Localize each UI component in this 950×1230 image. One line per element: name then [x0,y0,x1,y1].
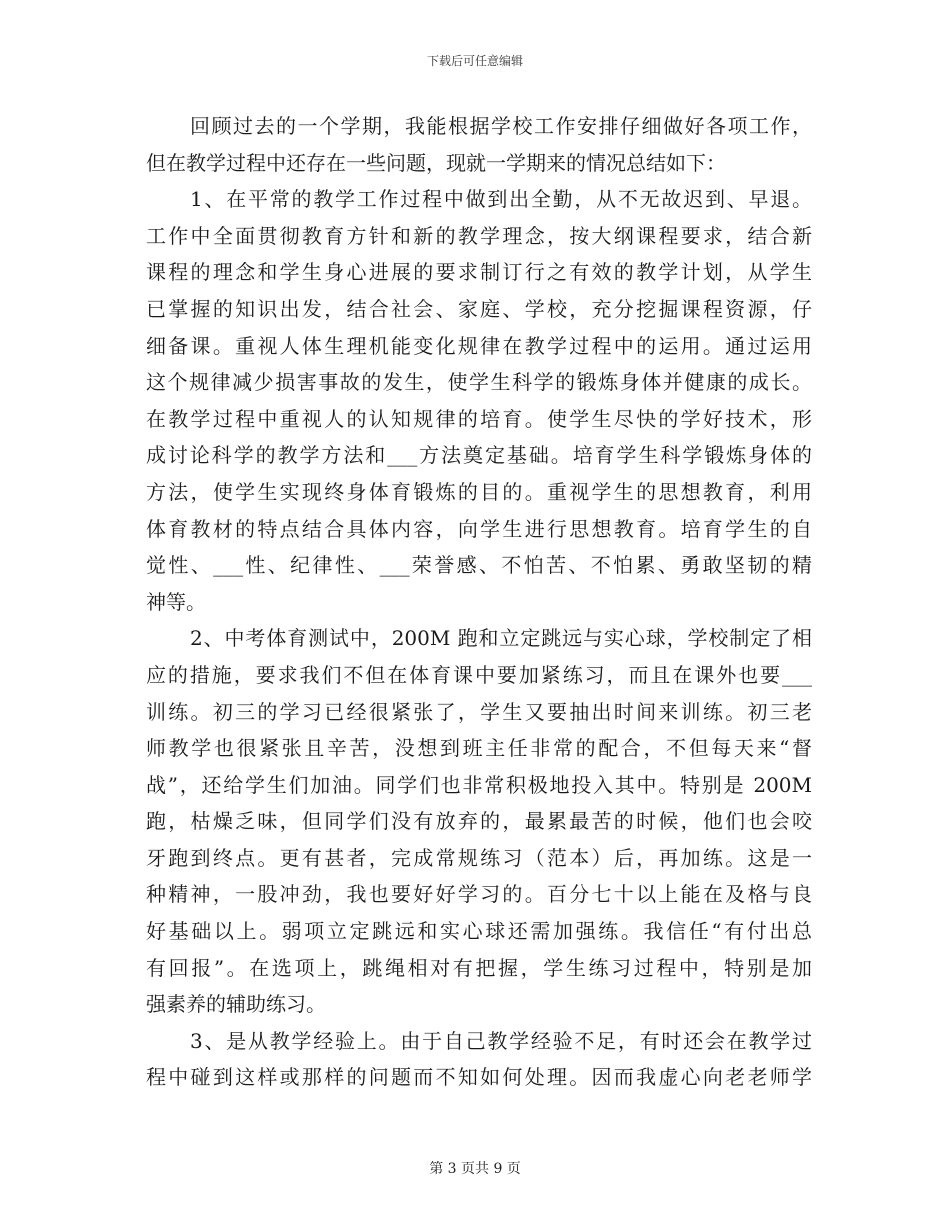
text-line: 方法，使学生实现终身体育锻炼的目的。重视学生的思想教育，利用 [146,479,812,504]
page-header: 下载后可任意编辑 [426,54,523,68]
text-line: 应的措施，要求我们不但在体育课中要加紧练习，而且在课外也要___ [146,662,812,687]
text-line: 1、在平常的教学工作过程中做到出全勤，从不无故迟到、早退。 [190,187,812,212]
text-line: 3、是从教学经验上。由于自己教学经验不足，有时还会在教学过 [190,1028,812,1053]
text-line: 成讨论科学的教学方法和___方法奠定基础。培育学生科学锻炼身体的 [146,443,812,468]
text-line: 好基础以上。弱项立定跳远和实心球还需加强练。我信任“有付出总 [146,919,812,944]
text-line: 觉性、___性、纪律性、___荣誉感、不怕苦、不怕累、勇敢坚韧的精 [146,553,812,578]
document-body [146,108,812,1096]
page-footer: 第 3 页共 9 页 [429,1161,521,1177]
text-line: 但在教学过程中还存在一些问题，现就一学期来的情况总结如下： [146,150,726,175]
text-line: 有回报”。在选项上，跳绳相对有把握，学生练习过程中，特别是加 [146,955,812,980]
text-line: 神等。 [146,589,206,614]
text-line: 训练。初三的学习已经很紧张了，学生又要抽出时间来训练。初三老 [146,699,812,724]
text-line: 这个规律减少损害事故的发生，使学生科学的锻炼身体并健康的成长。 [146,370,812,395]
text-line: 在教学过程中重视人的认知规律的培育。使学生尽快的学好技术，形 [146,406,812,431]
text-line: 战”，还给学生们加油。同学们也非常积极地投入其中。特别是 200M [146,772,812,797]
text-line: 回顾过去的一个学期，我能根据学校工作安排仔细做好各项工作， [190,114,812,138]
text-line: 程中碰到这样或那样的问题而不知如何处理。因而我虚心向老老师学 [146,1065,812,1090]
text-line: 体育教材的特点结合具体内容，向学生进行思想教育。培育学生的自 [146,516,812,541]
text-line: 课程的理念和学生身心进展的要求制订行之有效的教学计划，从学生 [146,260,812,285]
text-line: 2、中考体育测试中，200M 跑和立定跳远与实心球，学校制定了相 [190,626,812,651]
text-line: 牙跑到终点。更有甚者，完成常规练习（范本）后，再加练。这是一 [146,845,812,870]
text-line: 跑，枯燥乏味，但同学们没有放弃的，最累最苦的时候，他们也会咬 [146,809,812,834]
text-line: 细备课。重视人体生理机能变化规律在教学过程中的运用。通过运用 [146,333,812,358]
text-line: 已掌握的知识出发，结合社会、家庭、学校，充分挖掘课程资源，仔 [146,296,812,321]
text-line: 师教学也很紧张且辛苦，没想到班主任非常的配合，不但每天来“督 [146,736,812,761]
text-line: 强素养的辅助练习。 [146,992,326,1017]
text-line: 种精神，一股冲劲，我也要好好学习的。百分七十以上能在及格与良 [146,882,812,907]
text-line: 工作中全面贯彻教育方针和新的教学理念，按大纲课程要求，结合新 [146,223,812,248]
